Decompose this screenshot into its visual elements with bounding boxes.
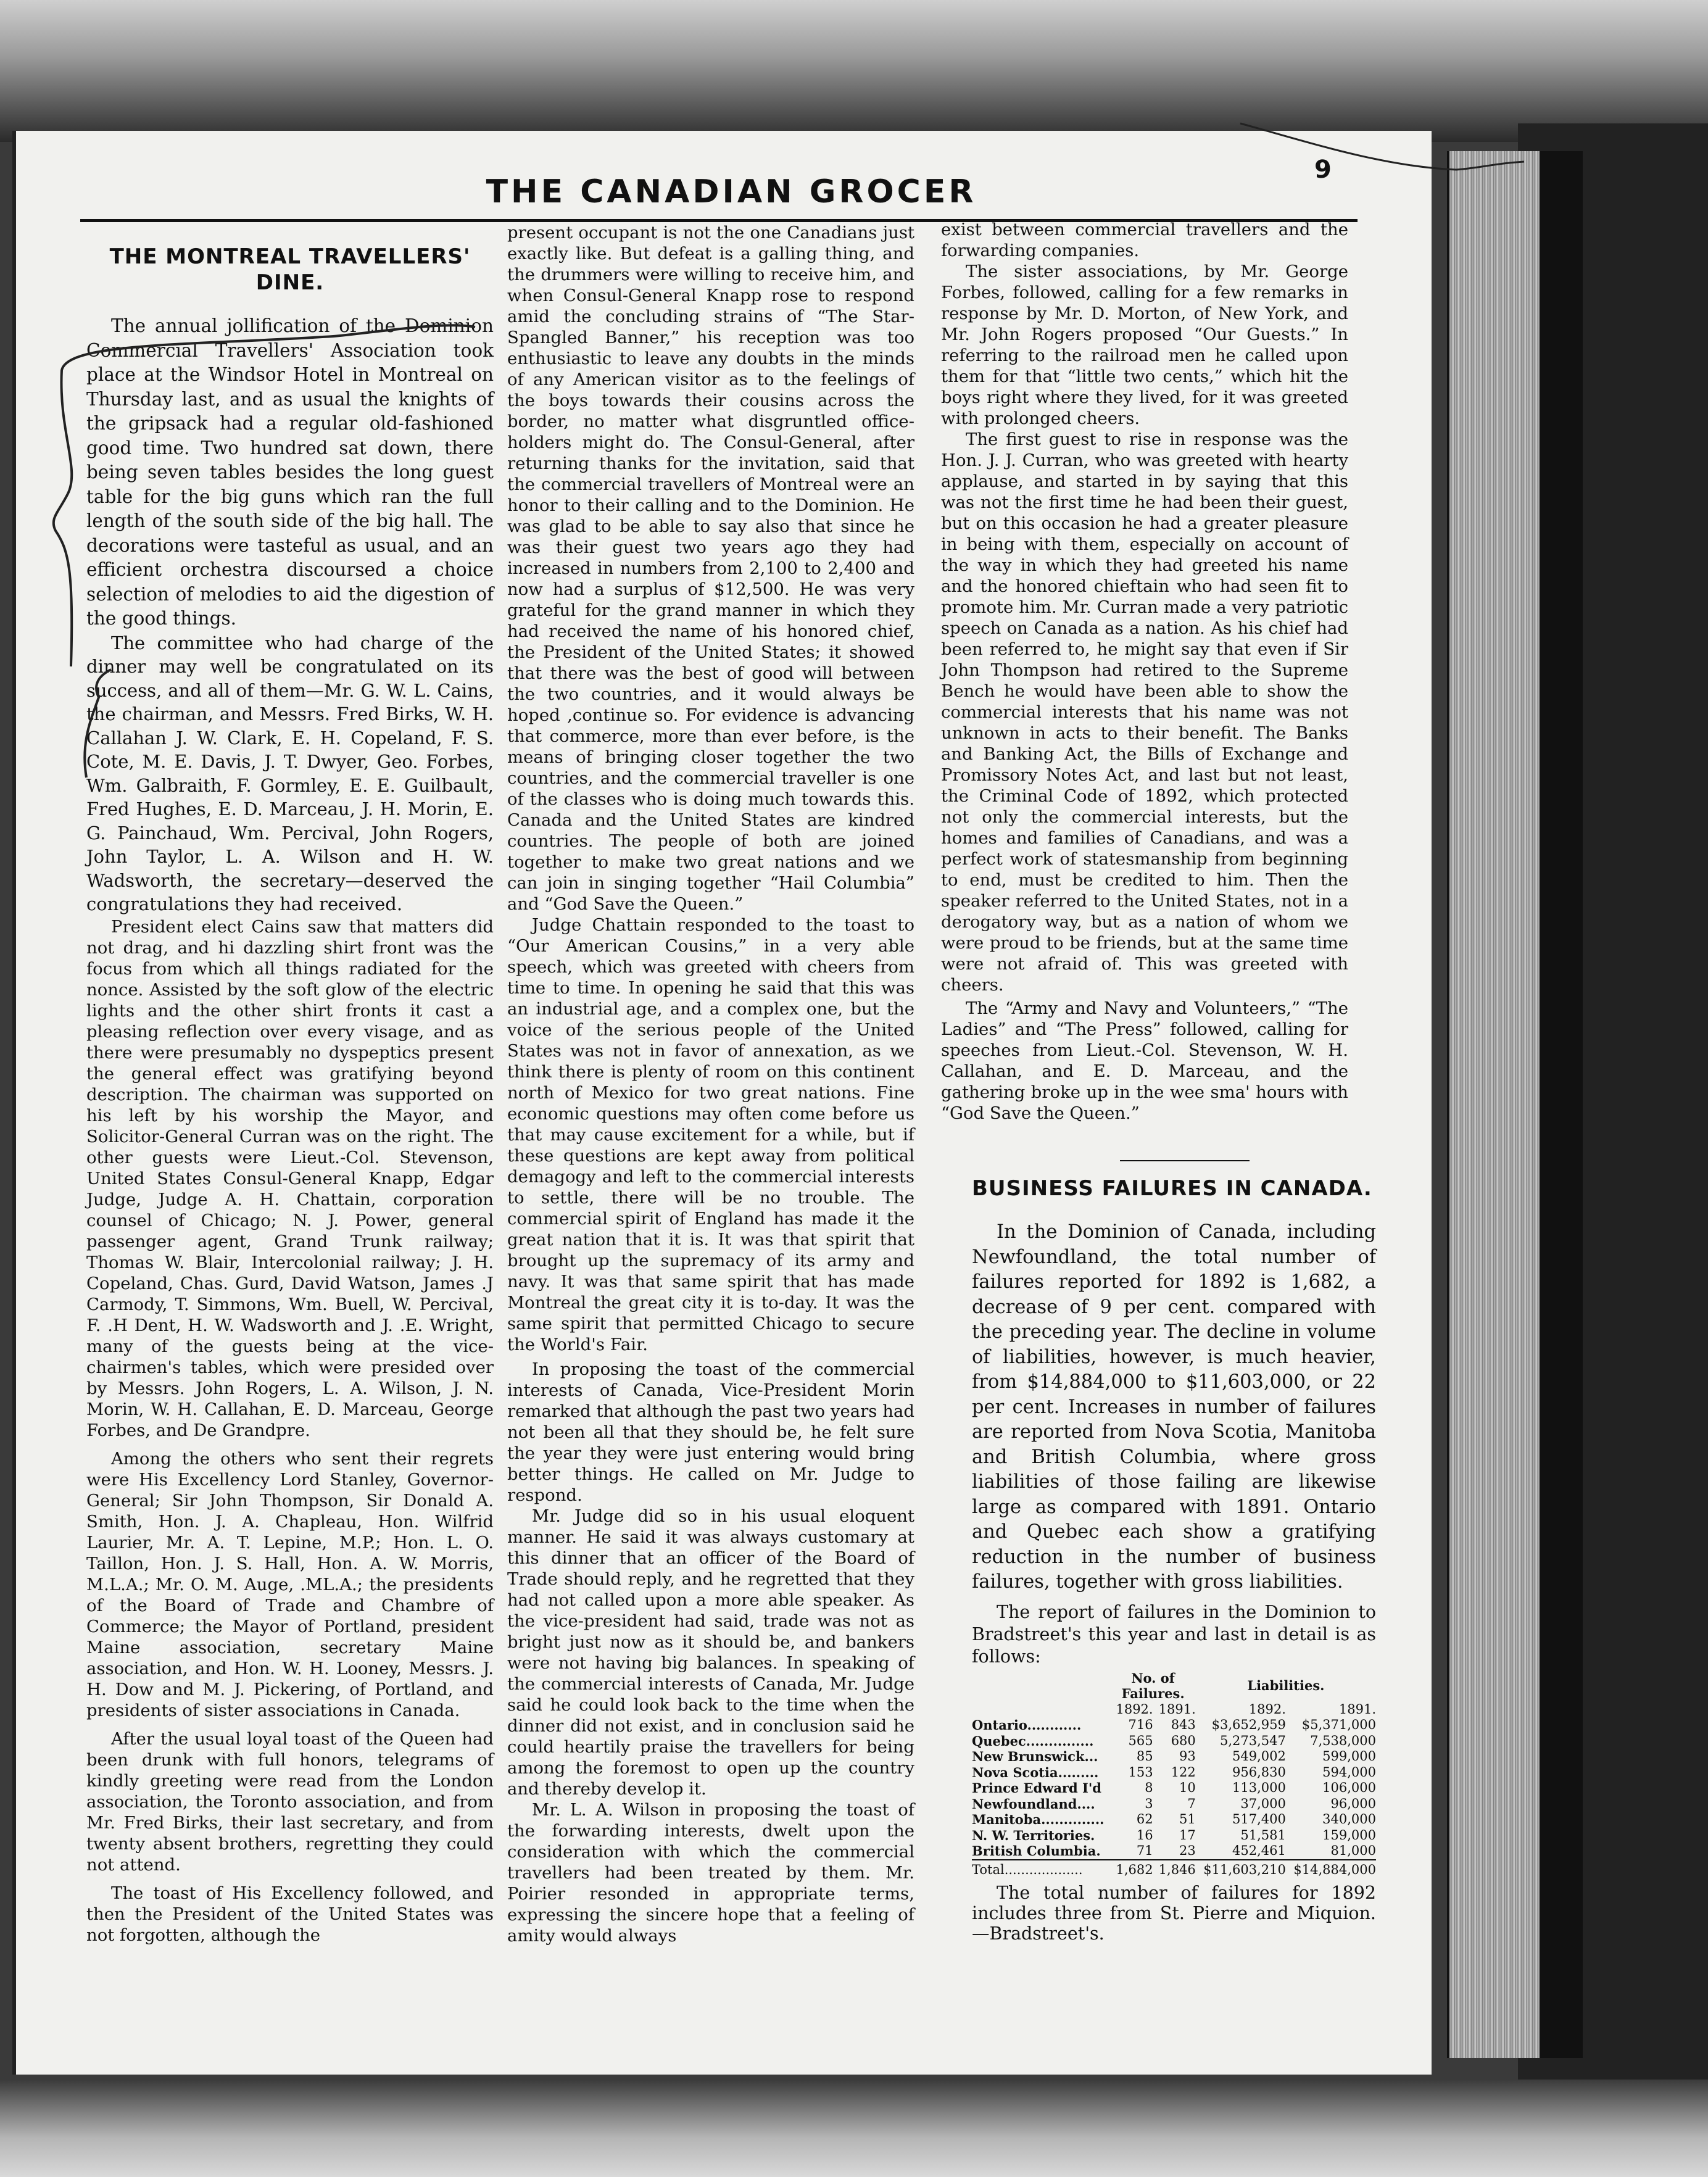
table-cell: 17 [1179,1827,1196,1843]
paragraph-6: The toast of His Excellency followed, and then the President of the United States was not forgotten, although the [86,1883,494,1945]
table-cell: 23 [1179,1843,1196,1858]
table-cell: 340,000 [1322,1812,1376,1827]
total-failures-1891: 1,846 [1153,1860,1196,1878]
publication-title: THE CANADIAN GROCER [486,173,977,210]
province-name: Manitoba.............. [972,1812,1105,1827]
column-header: 1891. [1338,1701,1376,1717]
table-cell: $3,652,959 [1211,1717,1286,1732]
table-cell: 7 [1187,1796,1196,1811]
table-cell: 716 [1128,1717,1153,1732]
business-failures-lead: In the Dominion of Canada, including Newfoundland, the total number of failures reported for 1892 is 1,682, a decrease of 9 per cent. compared with the preceding year. The decline in volume of liabilities, however, is much heavier, from $14,884,000 to $11,603,000, or 22 per cent. Increases in number of failures are reported from Nova Scotia, Manitoba and British Columbia, where gross liabilities of those failing are likewise large as compared with 1891. Ontario and Quebec each show a gratifying reduction in the number of business failures, together with gross liabilities. [972,1221,1376,1593]
microfilm-top-margin [0,0,1708,142]
table-row [972,1812,1376,1828]
paragraph-col2-2: Judge Chattain responded to the toast to “Our American Cousins,” in a very able speech, which was greeted with cheers from time to time. In opening he said that this was an industrial age, and a complex one, but the voice of the serious people of the United States was not in favor of annexation, as we think there is plenty of room on this continent north of Mexico for two great nations. Fine economic questions may often come before us that may cause excitement for a while, but if these questions are kept away from political demagogy and left to the commercial interests to settle, there will be no trouble. The commercial spirit of England has made it the great nation that it is. It was that spirit that brought up the supremacy of its army and navy. It was that same spirit that has made Montreal the great city it is to-day. It was the same spirit that permitted Chicago to secure the World's Fair. [507,915,914,1354]
table-cell: 16 [1136,1827,1153,1843]
table-cell: 159,000 [1322,1827,1376,1843]
paragraph-col2-1: present occupant is not the one Canadians just exactly like. But defeat is a galling thing, and the drummers were willing to receive him, and when Consul-General Knapp rose to respond amid the concluding strains of “The Star-Spangled Banner,” his reception was too enthusiastic to leave any doubts in the minds of any American visitor as to the feelings of the boys towards their cousins across the border, no matter what disgruntled office-holders might do. The Consul-General, after returning thanks for the invitation, said that the commercial travellers of Montreal were an honor to their calling and to the Dominion. He was glad to be able to say also that since he was their guest two years ago they had increased in numbers from 2,100 to 2,400 and now had a surplus of $12,500. He was very grateful for the grand manner in which they had received the name of his honored chief, the President of the United States; it showed that there was the best of good will between the two countries, and it would always be hoped ,continue so. For evidence is advancing that commerce, more than ever before, is the means of bringing closer together the two countries, and the commercial traveller is one of the classes who is doing much towards this. Canada and the United States are kindred countries. The people of both are joined together to make two great nations and we can join in singing together “Hail Columbia” and “God Save the Queen.” [507,223,914,914]
column-header: 1892. [1116,1701,1153,1717]
table-cell: 93 [1179,1749,1196,1764]
table-row [972,1733,1376,1749]
table-cell: 113,000 [1232,1780,1286,1795]
table-cell: 81,000 [1330,1843,1376,1858]
table-cell: 106,000 [1322,1780,1376,1795]
table-cell: 153 [1128,1764,1153,1780]
table-cell: 599,000 [1322,1749,1376,1764]
column-1 [86,244,494,1946]
table-cell: 71 [1136,1843,1153,1858]
paragraph-col3-2: The sister associations, by Mr. George Forbes, followed, calling for a few remarks in response by Mr. D. Morton, of New York, and Mr. John Rogers proposed “Our Guests.” In referring to the railroad men he called upon them for that “little two cents,” which hit the boys right where they lived, for it was greeted with prolonged cheers. [941,262,1348,428]
paragraph-col2-4: Mr. Judge did so in his usual eloquent manner. He said it was always customary at this dinner that an officer of the Board of Trade should reply, and he regretted that they had not called upon a more able speaker. As the vice-president had said, trade was not as bright just now as it should be, and bankers were not having big balances. In speaking of the commercial interests of Canada, Mr. Judge said he could look back to the time when the dinner did not exist, and in conclusion said he could heartily praise the travellers for being among the foremost to open up the country and thereby develop it. [507,1506,914,1799]
column-header: 1891. [1158,1701,1196,1717]
table-cell: 452,461 [1232,1843,1286,1858]
table-cell: 8 [1145,1780,1153,1795]
paragraph-col2-3: In proposing the toast of the commercial interests of Canada, Vice-President Morin remarked that although the past two years had not been all that they should be, he felt sure the year they were just entering would bring better things. He called on Mr. Judge to respond. [507,1359,914,1505]
table-cell: 51 [1179,1812,1196,1827]
business-failures-intro: The report of failures in the Dominion to Bradstreet's this year and last in detail is as follows: [972,1601,1376,1667]
table-cell: 7,538,000 [1310,1733,1376,1748]
column-2 [507,222,914,1946]
province-name: Nova Scotia......... [972,1764,1099,1780]
table-cell: 517,400 [1232,1812,1286,1827]
column-3 [941,219,1348,1124]
paragraph-5: After the usual loyal toast of the Queen had been drunk with full honors, telegrams of kindly greeting were read from the London association, the Toronto association, and from Mr. Fred Birks, their last secretary, and from twenty absent brothers, regretting they could not attend. [86,1728,494,1875]
table-cell: 565 [1128,1733,1153,1748]
table-row [972,1780,1376,1796]
paragraph-2: The committee who had charge of the dinner may well be congratulated on its success, and all of them—Mr. G. W. L. Cains, the chairman, and Messrs. Fred Birks, W. H. Callahan J. W. Clark, E. H. Copeland, F. S. Cote, M. E. Davis, J. T. Dwyer, Geo. Forbes, Wm. Galbraith, F. Gormley, E. E. Guilbault, Fred Hughes, E. D. Marceau, J. H. Morin, E. G. Painchaud, Wm. Percival, John Rogers, John Taylor, L. A. Wilson and H. W. Wadsworth, the secretary—deserved the congratulations they had received. [86,632,494,914]
province-name: British Columbia. [972,1843,1101,1859]
table-cell: $5,371,000 [1301,1717,1376,1732]
table-cell: 37,000 [1240,1796,1286,1811]
paragraph-col2-5: Mr. L. A. Wilson in proposing the toast of the forwarding interests, dwelt upon the consideration with which the commercial travellers had been treated by them. Mr. Poirier resonded in appropriate terms, expressing the sincere hope that a feeling of amity would always [507,1800,914,1946]
table-row [972,1749,1376,1765]
table-row [972,1796,1376,1812]
paragraph-3: President elect Cains saw that matters did not drag, and hi dazzling shirt front was the focus from which all things radiated for the nonce. Assisted by the soft glow of the electric lights and the other shirt fronts it cast a pleasing reflection over every visage, and as there were presumably no dyspeptics present the general effect was gratifying beyond description. The chairman was supported on his left by his worship the Mayor, and Solicitor-General Curran was on the right. The other guests were Lieut.-Col. Stevenson, United States Consul-General Knapp, Edgar Judge, Judge A. H. Chattain, corporation counsel of Chicago; N. J. Power, general passenger agent, Grand Trunk railway; Thomas W. Blair, Intercolonial railway; J. H. Copeland, Chas. Gurd, David Watson, James .J Carmody, T. Simmons, Wm. Buell, W. Percival, F. .H Dent, H. W. Wadsworth and J. .E. Wright, many of the guests being at the vice-chairmen's tables, which were presided over by Messrs. John Rogers, L. A. Wilson, J. N. Morin, W. H. Callahan, E. D. Marceau, George Forbes, and De Grandpre. [86,916,494,1440]
failures-table [972,1670,1376,1878]
province-name: Newfoundland.... [972,1796,1095,1812]
table-row [972,1843,1376,1860]
book-page-edges [1447,151,1542,2058]
total-liabilities-1892: $11,603,210 [1196,1860,1286,1878]
table-cell: 5,273,547 [1219,1733,1286,1748]
liabilities-group-header: Liabilities. [1247,1678,1325,1694]
table-cell: 122 [1171,1764,1196,1780]
failures-group-header: No. of Failures. [1121,1670,1185,1701]
table-cell: 62 [1136,1812,1153,1827]
table-cell: 549,002 [1232,1749,1286,1764]
total-label: Total................... [972,1860,1110,1878]
total-liabilities-1891: $14,884,000 [1286,1860,1376,1878]
paragraph-col3-4: The “Army and Navy and Volunteers,” “The Ladies” and “The Press” followed, calling for speeches from Lieut.-Col. Stevenson, W. H. Callahan, and E. D. Marceau, and the gathering broke up in the wee sma' hours with “God Save the Queen.” [941,998,1348,1123]
table-cell: 843 [1171,1717,1196,1732]
table-cell: 96,000 [1330,1796,1376,1811]
province-name: Prince Edward I'd [972,1780,1101,1796]
paragraph-col3-1: exist between commercial travellers and the forwarding companies. [941,220,1348,260]
article-divider [1120,1160,1250,1161]
article-headline-travellers-dine: THE MONTREAL TRAVELLERS' DINE. [109,244,471,295]
microfilm-bottom-margin [0,2080,1708,2177]
table-row [972,1717,1376,1733]
book-spine-shadow [1540,151,1583,2058]
province-name: New Brunswick... [972,1749,1098,1764]
table-cell: 51,581 [1240,1827,1286,1843]
business-failures-article [972,1176,1376,1944]
province-name: N. W. Territories. [972,1827,1095,1843]
paragraph-1: The annual jollification of the Dominion Commercial Travellers' Association took place at the Windsor Hotel in Montreal on Thursday last, and as usual the knights of the gripsack had a regular old-fashioned good time. Two hundred sat down, there being seven tables besides the long guest table for the big guns which ran the full length of the south side of the big hall. The decorations were tasteful as usual, and an efficient orchestra discoursed a choice selection of melodies to aid the digestion of the good things. [86,315,494,629]
table-cell: 85 [1136,1749,1153,1764]
column-header: 1892. [1248,1701,1286,1717]
province-name: Ontario............ [972,1717,1082,1733]
table-row [972,1765,1376,1781]
table-cell: 680 [1171,1733,1196,1748]
table-row [972,1828,1376,1844]
paragraph-col3-3: The first guest to rise in response was the Hon. J. J. Curran, who was greeted with hearty applause, and started in by saying that this was not the first time he had been their guest, but on this occasion he had a greater pleasure in being with them, especially on account of the way in which they had greeted his name and the honored chieftain who had seen fit to promote him. Mr. Curran made a very patriotic speech on Canada as a nation. As his chief had been referred to, he might say that even if Sir John Thompson had retired to the Supreme Bench he would have been able to show the commercial interests that his name was not unknown in acts to their benefit. The Banks and Banking Act, the Bills of Exchange and Promissory Notes Act, and last but not least, the Criminal Code of 1892, which protected not only the commercial interests, but the homes and families of Canadians, and was a perfect work of statesmanship from beginning to end, must be credited to him. Then the speaker referred to the United States, not in a derogatory way, but as a nation of whom we were proud to be friends, but at the same time were not afraid of. This was greeted with cheers. [941,429,1348,995]
article-headline-business-failures: BUSINESS FAILURES IN CANADA. [972,1176,1372,1201]
total-failures-1892: 1,682 [1110,1860,1153,1878]
province-name: Quebec............... [972,1733,1094,1749]
paragraph-4: Among the others who sent their regrets were His Excellency Lord Stanley, Governor-General; Sir John Thompson, Sir Donald A. Smith, Hon. J. A. Chapleau, Hon. Wilfrid Laurier, Mr. A. T. Lepine, M.P.; Hon. L. O. Taillon, Hon. J. S. Hall, Hon. A. W. Morris, M.L.A.; Mr. O. M. Auge, .ML.A.; the presidents of the Board of Trade and Chambre of Commerce; the Mayor of Portland, president Maine association, secretary Maine association, and Hon. W. H. Looney, Messrs. J. H. Dow and M. J. Pickering, of Portland, and presidents of sister associations in Canada. [86,1448,494,1720]
page-number: 9 [1314,156,1332,184]
business-failures-closing: The total number of failures for 1892 includes three from St. Pierre and Miquion.—Bradstreet's. [972,1883,1376,1944]
table-cell: 956,830 [1232,1764,1286,1780]
table-cell: 10 [1179,1780,1196,1795]
table-cell: 3 [1145,1796,1153,1811]
table-cell: 594,000 [1322,1764,1376,1780]
